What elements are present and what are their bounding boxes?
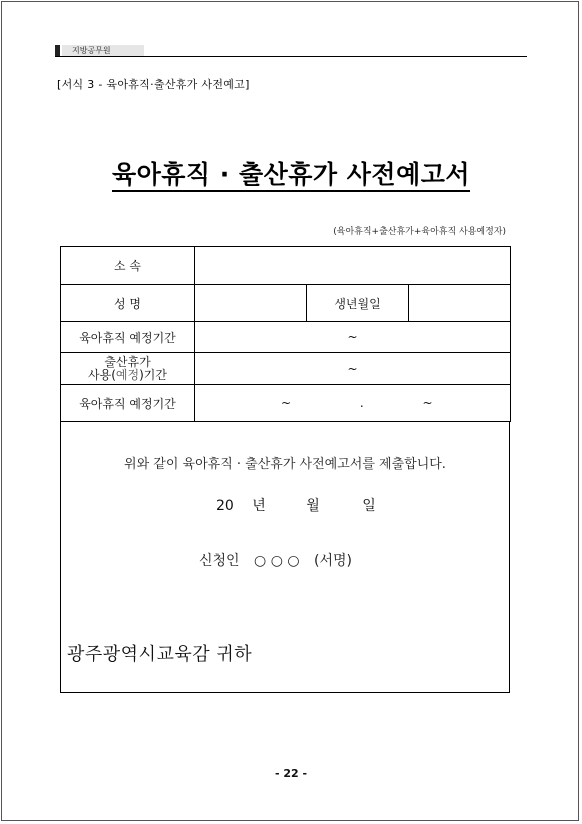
childcare2-tilde-end: ~	[422, 396, 433, 410]
maternity-label-pre: 사용(	[88, 367, 116, 382]
birthdate-label: 생년월일	[307, 285, 409, 322]
childcare2-dot: .	[359, 396, 364, 410]
form-label: [서식 3 - 육아휴직·출산휴가 사전예고]	[57, 78, 250, 91]
affiliation-label: 소 속	[61, 247, 195, 285]
date-line	[216, 495, 376, 515]
page-number: - 22 -	[274, 767, 308, 780]
maternity-period-label	[61, 353, 195, 385]
date-day-unit: 일	[362, 498, 376, 514]
row-maternity-period	[61, 353, 511, 385]
addressee: 광주광역시교육감 귀하	[67, 644, 253, 665]
childcare-period-field[interactable]: ~	[195, 322, 511, 353]
maternity-label-line1: 출산휴가	[104, 354, 151, 369]
date-year: 20	[216, 498, 234, 514]
childcare2-tilde-start: ~	[281, 396, 292, 410]
header-tag: 지방공무원	[62, 45, 144, 56]
signature-label: (서명)	[314, 553, 353, 569]
row-childcare-period	[61, 322, 511, 353]
applicant-label: 신청인	[199, 553, 240, 569]
header-marker	[55, 45, 60, 56]
row-childcare-period-2	[61, 385, 511, 422]
childcare-period-2-label: 육아휴직 예정기간	[61, 385, 195, 422]
name-field[interactable]	[195, 285, 307, 322]
maternity-period-field[interactable]: ~	[195, 353, 511, 385]
statement-box	[60, 421, 510, 693]
document-title	[0, 155, 582, 191]
applicant-name-placeholder[interactable]: ○ ○ ○	[254, 553, 300, 569]
signature-line	[199, 550, 352, 570]
date-year-unit: 년	[252, 498, 266, 514]
maternity-label-line2	[61, 369, 194, 382]
row-affiliation	[61, 247, 511, 285]
document-subnote: (육아휴직+출산휴가+육아휴직 사용예정자)	[333, 227, 506, 237]
form-table	[60, 246, 511, 422]
maternity-label-paren: 예정	[115, 367, 140, 382]
maternity-label-post: )기간	[139, 367, 167, 382]
birthdate-field[interactable]	[409, 285, 511, 322]
header-rule	[55, 56, 527, 57]
row-name	[61, 285, 511, 322]
document-title-text: 육아휴직 · 출산휴가 사전예고서	[112, 160, 470, 192]
affiliation-field[interactable]	[195, 247, 511, 285]
date-month-unit: 월	[306, 498, 320, 514]
name-label: 성 명	[61, 285, 195, 322]
statement-text: 위와 같이 육아휴직 · 출산휴가 사전예고서를 제출합니다.	[124, 457, 446, 472]
childcare-period-label: 육아휴직 예정기간	[61, 322, 195, 353]
childcare-period-2-field[interactable]	[195, 385, 511, 422]
